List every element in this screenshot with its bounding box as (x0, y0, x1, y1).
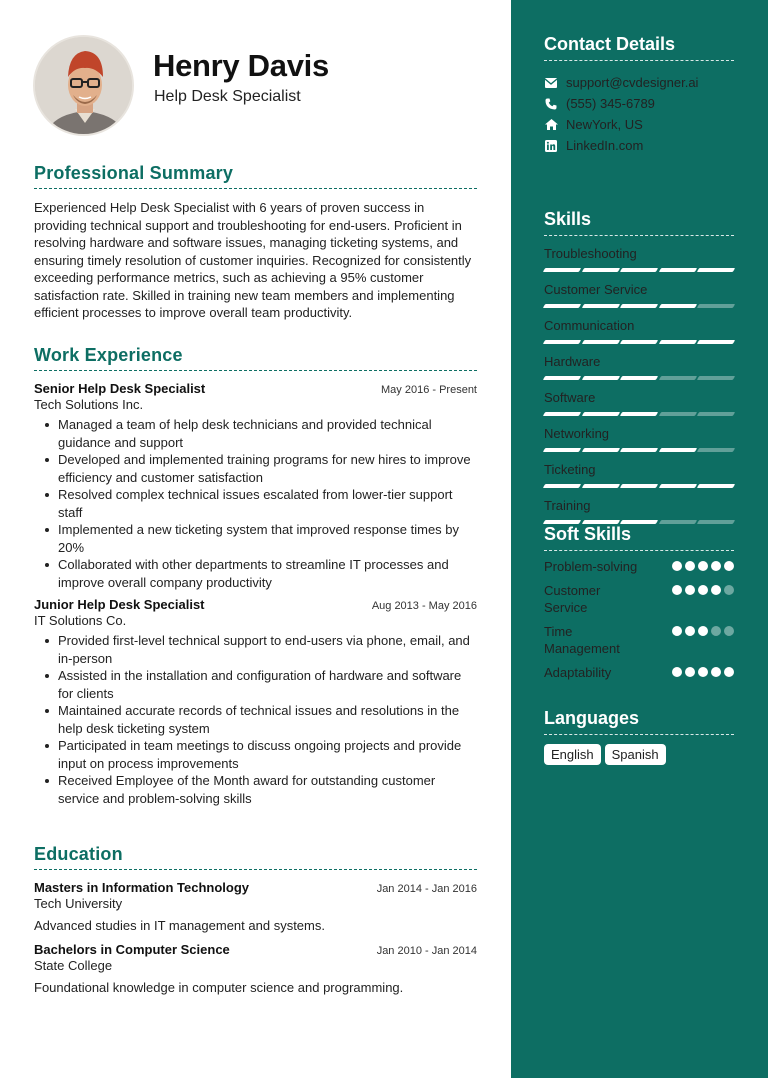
candidate-name: Henry Davis (153, 48, 329, 83)
skill-bar-segment (543, 304, 581, 308)
skill-label: Communication (544, 318, 635, 333)
skill-bar-segment (581, 448, 619, 452)
degree-title: Bachelors in Computer Science (34, 942, 230, 957)
education-entry (34, 880, 477, 933)
home-icon (544, 118, 558, 132)
contact-linkedin[interactable] (544, 138, 734, 153)
job-company: IT Solutions Co. (34, 613, 127, 628)
languages-title: Languages (544, 708, 734, 735)
contact-location-text: NewYork, US (566, 117, 643, 132)
rating-dot (724, 626, 734, 636)
skill-bar-segment (581, 484, 619, 488)
skill-bar-segment (659, 376, 697, 380)
skill-bar-segment (659, 304, 697, 308)
rating-dot (698, 667, 708, 677)
skill-bar-segment (659, 448, 697, 452)
skill-bar-segment (620, 412, 658, 416)
education-description: Foundational knowledge in computer science and programming. (34, 980, 404, 995)
skill-bar-segment (543, 412, 581, 416)
skill-bar-segment (620, 268, 658, 272)
skill-bar-segment (581, 268, 619, 272)
skill-item (544, 353, 734, 380)
skill-item (544, 461, 734, 488)
list-item: Managed a team of help desk technicians and provided technical guidance and support (34, 416, 477, 451)
rating-dot (685, 626, 695, 636)
profile-photo (33, 35, 134, 136)
phone-icon (544, 97, 558, 111)
skill-bar-segment (697, 268, 735, 272)
soft-skill-label: Customer Service (544, 583, 601, 615)
job-entry (34, 381, 477, 591)
degree-title: Masters in Information Technology (34, 880, 250, 895)
skill-bar-segment (543, 340, 581, 344)
school-name: Tech University (34, 896, 123, 911)
skill-bar-segment (620, 304, 658, 308)
rating-dot (711, 561, 721, 571)
soft-skills-list (544, 558, 734, 681)
skill-bar-segment (659, 340, 697, 344)
rating-dot (672, 667, 682, 677)
skills-list (544, 245, 734, 524)
rating-dot (672, 585, 682, 595)
skill-bar-segment (620, 340, 658, 344)
contact-phone[interactable] (544, 96, 734, 111)
rating-dot (711, 626, 721, 636)
soft-skill-label: Problem-solving (544, 559, 638, 574)
skill-label: Customer Service (544, 282, 648, 297)
list-item: Maintained accurate records of technical issues and resolutions in the help desk ticketing system (34, 702, 477, 737)
contact-email[interactable] (544, 75, 734, 90)
skill-bar-segment (581, 412, 619, 416)
rating-dot (698, 561, 708, 571)
education-dates: Jan 2010 - Jan 2014 (376, 945, 477, 957)
rating-dot (711, 585, 721, 595)
skill-level-bar (544, 412, 734, 416)
skill-level-bar (544, 376, 734, 380)
skill-item (544, 317, 734, 344)
skill-bar-segment (659, 484, 697, 488)
contact-phone-text: (555) 345-6789 (566, 96, 655, 111)
list-item: Collaborated with other departments to streamline IT processes and improve overall company productivity (34, 556, 477, 591)
skill-bar-segment (581, 304, 619, 308)
list-item: Implemented a new ticketing system that improved response times by 20% (34, 521, 477, 556)
skill-bar-segment (543, 376, 581, 380)
list-item: Assisted in the installation and configuration of hardware and software for clients (34, 667, 477, 702)
rating-dot (698, 626, 708, 636)
skill-bar-segment (543, 448, 581, 452)
skill-bar-segment (620, 484, 658, 488)
languages-section (544, 708, 734, 765)
rating-dot (724, 561, 734, 571)
job-bullets (34, 632, 477, 807)
skill-bar-segment (697, 412, 735, 416)
soft-skill-item (544, 623, 734, 657)
language-badge: Spanish (605, 744, 666, 765)
skill-bar-segment (543, 268, 581, 272)
skill-item (544, 245, 734, 272)
list-item: Provided first-level technical support to end-users via phone, email, and in-person (34, 632, 477, 667)
soft-skill-label: Time Management (544, 624, 620, 656)
skill-bar-segment (581, 376, 619, 380)
contact-location (544, 117, 734, 132)
rating-dot (724, 585, 734, 595)
skill-bar-segment (697, 340, 735, 344)
rating-dot (724, 667, 734, 677)
education-section (34, 844, 477, 995)
skill-label: Troubleshooting (544, 246, 637, 261)
contact-section (544, 34, 734, 153)
soft-skill-item (544, 664, 734, 681)
skill-level-bar (544, 304, 734, 308)
soft-skill-item (544, 582, 734, 616)
envelope-icon (544, 76, 558, 90)
rating-dot (685, 585, 695, 595)
soft-skill-item (544, 558, 734, 575)
skill-item (544, 425, 734, 452)
skill-bar-segment (659, 268, 697, 272)
skill-label: Hardware (544, 354, 601, 369)
education-title: Education (34, 844, 477, 870)
summary-text: Experienced Help Desk Specialist with 6 years of proven success in providing technical support and troubleshooting for end-users. Proficient in resolving hardware and software issues, managing ticketing systems, and ensuring timely resolution of customer inquiries. Recognized for consistently exceeding performance metrics, such as achieving a 95% customer satisfaction rate. Skilled in training new team members and implementing efficient processes to improve overall team productivity. (34, 200, 472, 320)
skills-section (544, 209, 734, 533)
rating-dot (698, 585, 708, 595)
skill-item (544, 497, 734, 524)
skill-bar-segment (581, 340, 619, 344)
soft-skills-section (544, 524, 734, 681)
summary-section (34, 163, 477, 322)
contact-title: Contact Details (544, 34, 734, 61)
skill-bar-segment (697, 376, 735, 380)
list-item: Resolved complex technical issues escalated from lower-tier support staff (34, 486, 477, 521)
rating-dot (711, 667, 721, 677)
skill-bar-segment (697, 484, 735, 488)
rating-dot (685, 561, 695, 571)
list-item: Participated in team meetings to discuss ongoing projects and provide input on process improvements (34, 737, 477, 772)
candidate-role: Help Desk Specialist (154, 88, 301, 105)
school-name: State College (34, 958, 113, 973)
linkedin-icon (544, 139, 558, 153)
education-description: Advanced studies in IT management and systems. (34, 918, 325, 933)
skill-item (544, 281, 734, 308)
list-item: Received Employee of the Month award for outstanding customer service and problem-solving skills (34, 772, 477, 807)
summary-title: Professional Summary (34, 163, 477, 189)
job-dates: May 2016 - Present (381, 384, 477, 396)
skill-level-bar (544, 484, 734, 488)
skill-label: Ticketing (544, 462, 596, 477)
language-badge: English (544, 744, 601, 765)
skill-bar-segment (620, 448, 658, 452)
education-dates: Jan 2014 - Jan 2016 (376, 883, 477, 895)
job-entry (34, 597, 477, 807)
skill-label: Networking (544, 426, 610, 441)
rating-dot (672, 626, 682, 636)
soft-skill-rating (672, 561, 734, 571)
rating-dot (685, 667, 695, 677)
skill-level-bar (544, 340, 734, 344)
skill-item (544, 389, 734, 416)
job-dates: Aug 2013 - May 2016 (371, 600, 477, 612)
soft-skill-rating (672, 667, 734, 677)
skills-title: Skills (544, 209, 734, 236)
contact-linkedin-text: LinkedIn.com (566, 138, 644, 153)
skill-bar-segment (543, 484, 581, 488)
skill-bar-segment (697, 448, 735, 452)
job-company: Tech Solutions Inc. (34, 397, 144, 412)
skill-level-bar (544, 268, 734, 272)
job-title: Senior Help Desk Specialist (34, 381, 206, 396)
soft-skill-rating (672, 626, 734, 636)
skill-label: Software (544, 390, 596, 405)
soft-skills-title: Soft Skills (544, 524, 734, 551)
skill-level-bar (544, 448, 734, 452)
experience-section (34, 345, 477, 807)
education-entry (34, 942, 477, 995)
skill-label: Training (544, 498, 591, 513)
languages-list (544, 744, 734, 765)
skill-bar-segment (659, 412, 697, 416)
soft-skill-label: Adaptability (544, 665, 612, 680)
job-bullets (34, 416, 477, 591)
job-title: Junior Help Desk Specialist (34, 597, 205, 612)
experience-title: Work Experience (34, 345, 477, 371)
contact-email-text: support@cvdesigner.ai (566, 75, 699, 90)
skill-bar-segment (620, 376, 658, 380)
list-item: Developed and implemented training programs for new hires to improve efficiency and customer satisfaction (34, 451, 477, 486)
rating-dot (672, 561, 682, 571)
skill-bar-segment (697, 304, 735, 308)
soft-skill-rating (672, 585, 734, 595)
